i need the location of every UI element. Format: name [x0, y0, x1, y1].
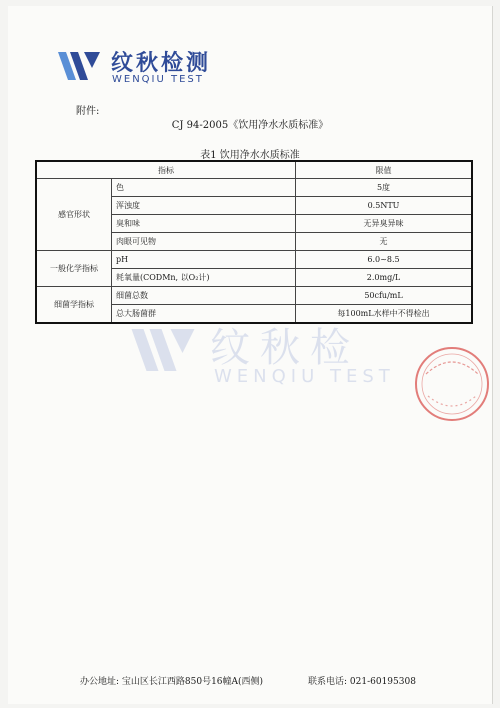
watermark-text-en: WENQIU TEST	[214, 366, 395, 387]
table-row	[36, 287, 472, 305]
watermark	[118, 316, 418, 396]
document-page	[8, 6, 493, 704]
row-limit: 每100mL水样中不得检出	[296, 305, 473, 324]
group-label: 细菌学指标	[36, 287, 112, 324]
attachment-label: 附件:	[76, 106, 100, 117]
row-item: 总大肠菌群	[112, 305, 296, 324]
row-limit: 5度	[296, 179, 473, 197]
footer-phone: 联系电话: 021-60195308	[308, 677, 416, 687]
watermark-logo-icon	[128, 320, 198, 380]
row-item: 肉眼可见物	[112, 233, 296, 251]
header-indicator: 指标	[36, 161, 296, 179]
brand-name-en: WENQIU TEST	[112, 74, 204, 85]
group-label: 感官形状	[36, 179, 112, 251]
row-limit: 无	[296, 233, 473, 251]
table-title: 表1 饮用净水水质标准	[200, 150, 300, 161]
row-item: 色	[112, 179, 296, 197]
table-row	[36, 251, 472, 269]
document-title: CJ 94-2005《饮用净水水质标准》	[171, 120, 329, 131]
brand-name-cn: 纹秋检测	[111, 51, 212, 76]
row-item: 耗氧量(CODMn, 以O₂计)	[112, 269, 296, 287]
header-limit: 限值	[296, 161, 473, 179]
standards-table	[35, 160, 473, 324]
row-limit: 6.0~8.5	[296, 251, 473, 269]
row-item: pH	[112, 251, 296, 269]
row-limit: 2.0mg/L	[296, 269, 473, 287]
row-limit: 0.5NTU	[296, 197, 473, 215]
row-item: 浑浊度	[112, 197, 296, 215]
wenqiu-logo-icon	[56, 46, 102, 86]
row-item: 臭和味	[112, 215, 296, 233]
row-limit: 无异臭异味	[296, 215, 473, 233]
table-header-row	[36, 161, 472, 179]
row-item: 细菌总数	[112, 287, 296, 305]
table-row	[36, 179, 472, 197]
footer-address: 办公地址: 宝山区长江西路850号16幢A(西侧)	[80, 677, 264, 687]
watermark-text-cn: 纹秋检	[210, 325, 360, 371]
row-limit: 50cfu/mL	[296, 287, 473, 305]
group-label: 一般化学指标	[36, 251, 112, 287]
company-seal-icon	[412, 344, 492, 424]
